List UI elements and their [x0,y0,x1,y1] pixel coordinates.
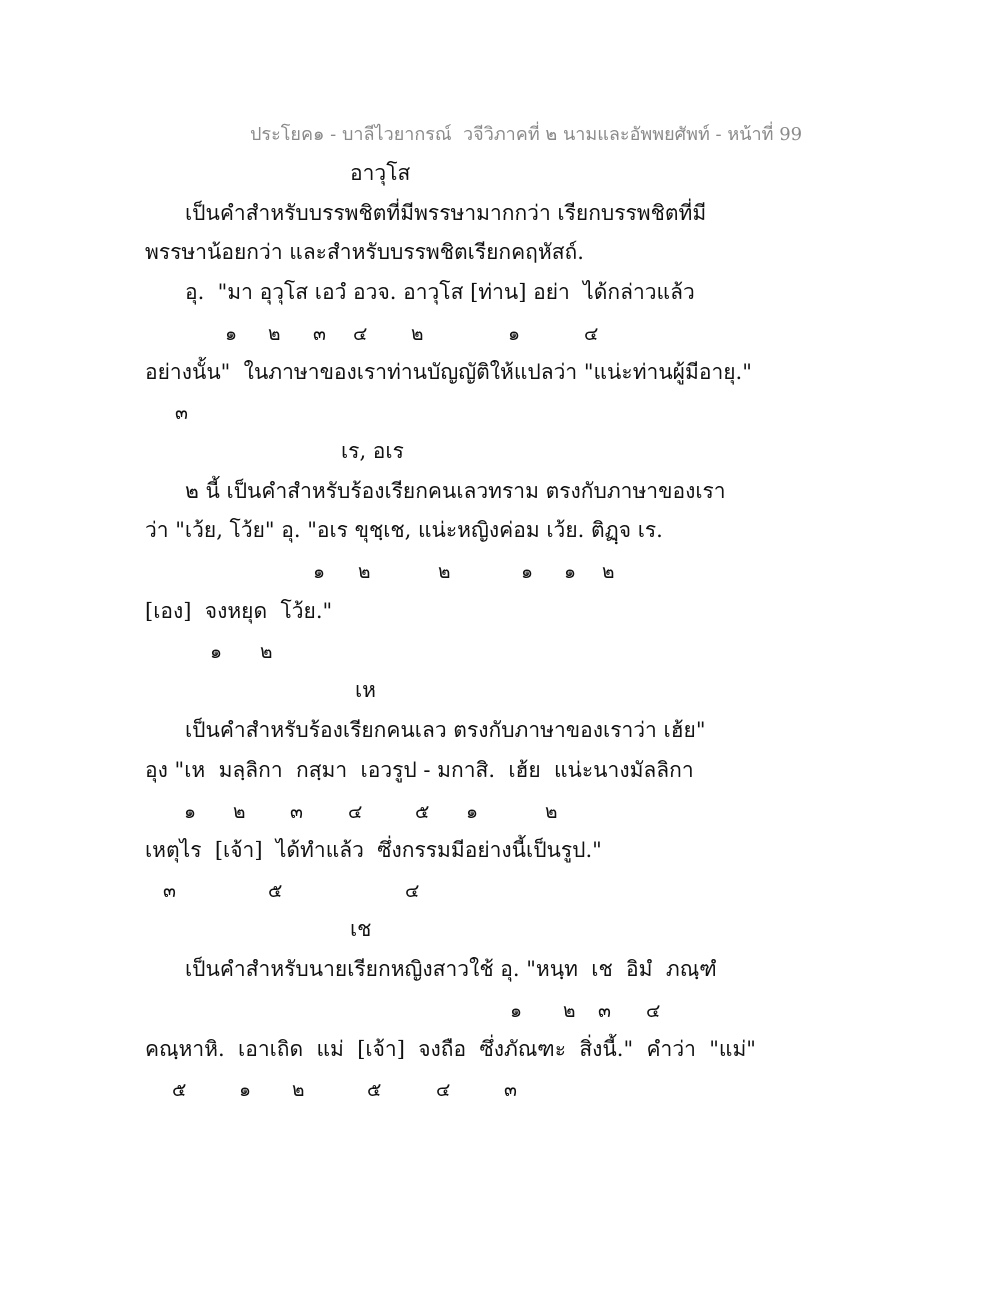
numeral: ๕ [415,801,430,823]
numeral: ๓ [290,801,303,823]
numeral: ๓ [598,1000,611,1022]
section-heading: เช [350,917,372,941]
numeral: ๔ [348,801,363,823]
numeral: ๒ [438,561,451,583]
section-heading: อาวุโส [350,161,411,185]
text-line: อย่างนั้น" ในภาษาของเราท่านบัญญัติให้แปลว่า "แน่ะท่านผู้มีอายุ." [145,360,752,384]
numeral: ๒ [602,561,615,583]
text-line: พรรษาน้อยกว่า และสำหรับบรรพชิตเรียกคฤหัสถ์. [145,240,584,264]
page-header: ประโยค๑ - บาลีไวยากรณ์ วจีวิภาคที่ ๒ นามและอัพพยศัพท์ - หน้าที่ 99 [250,124,803,145]
numeral: ๓ [313,323,326,345]
text-line: อุง "เห มลฺลิกา กสฺมา เอวรูป - มกาสิ. เฮ้ย แน่ะนางมัลลิกา [145,758,694,782]
numeral: ๔ [405,880,420,902]
numeral: ๑ [210,641,223,663]
numeral: ๒ [260,641,273,663]
numeral: ๑ [313,561,326,583]
numeral: ๑ [184,801,197,823]
numeral: ๔ [646,1000,661,1022]
numeral: ๑ [510,1000,523,1022]
text-line: เป็นคำสำหรับบรรพชิตที่มีพรรษามากกว่า เรียกบรรพชิตที่มี [185,201,707,225]
numeral: ๔ [584,323,599,345]
numeral: ๑ [508,323,521,345]
text-line: ๒ นี้ เป็นคำสำหรับร้องเรียกคนเลวทราม ตรงกับภาษาของเรา [185,479,726,503]
numeral: ๕ [268,880,283,902]
text-line: [เอง] จงหยุด โว้ย." [145,599,333,623]
numeral: ๒ [292,1079,305,1101]
numeral: ๑ [564,561,577,583]
numeral: ๕ [367,1079,382,1101]
text-line: คณฺหาหิ. เอาเถิด แม่ [เจ้า] จงถือ ซึ่งภัณฑะ สิ่งนี้." คำว่า "แม่" [145,1037,756,1061]
numeral: ๕ [172,1079,187,1101]
numeral: ๑ [521,561,534,583]
numeral: ๒ [411,323,424,345]
numeral: ๔ [436,1079,451,1101]
numeral: ๓ [504,1079,517,1101]
text-line: ว่า "เว้ย, โว้ย" อุ. "อเร ขุชฺเช, แน่ะหญิงค่อม เว้ย. ติฏฺจ เร. [145,518,663,542]
numeral: ๑ [466,801,479,823]
section-heading: เห [355,678,377,702]
numeral: ๒ [545,801,558,823]
numeral: ๓ [175,402,188,424]
text-line: อุ. "มา อุวุโส เอวํ อวจ. อาวุโส [ท่าน] อย่า ได้กล่าวแล้ว [185,280,695,304]
numeral: ๓ [163,880,176,902]
numeral: ๑ [239,1079,252,1101]
text-line: เป็นคำสำหรับร้องเรียกคนเลว ตรงกับภาษาของเราว่า เฮ้ย" [185,718,706,742]
section-heading: เร, อเร [341,439,404,463]
numeral: ๒ [563,1000,576,1022]
text-line: เหตุไร [เจ้า] ได้ทำแล้ว ซึ่งกรรมมีอย่างนี้เป็นรูป." [145,838,602,862]
numeral: ๔ [353,323,368,345]
numeral: ๒ [268,323,281,345]
numeral: ๑ [225,323,238,345]
numeral: ๒ [233,801,246,823]
numeral: ๒ [358,561,371,583]
text-line: เป็นคำสำหรับนายเรียกหญิงสาวใช้ อุ. "หนฺท เช อิมํ ภณฺฑํ [185,957,717,981]
